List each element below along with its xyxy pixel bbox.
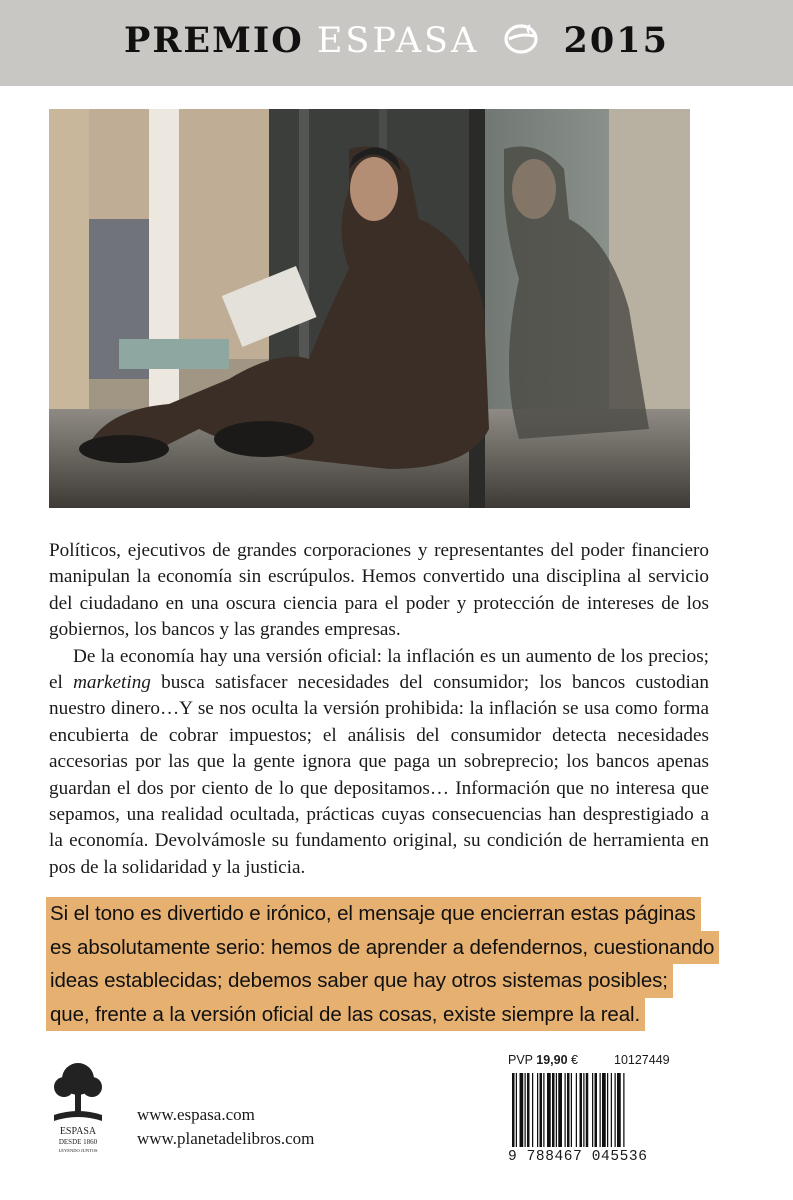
blurb-paragraph-1: Políticos, ejecutivos de grandes corporaciones y representantes del poder financiero manipulan la economía sin escrúpulos. Hemos convertido una disciplina al servicio del ciudadano en una oscura ciencia para el poder y protección de intereses de los gobiernos, los bancos y las grandes empresas. [49, 540, 709, 641]
barcode-bar [525, 1073, 526, 1147]
highlight-line: ideas establecidas; debemos saber que hay otros sistemas posibles; [46, 964, 673, 998]
espasa-e-icon [500, 21, 542, 64]
barcode-icon [508, 1073, 668, 1151]
barcode-bar [567, 1073, 570, 1147]
price-barcode-block [508, 1053, 674, 1166]
barcode-bar [617, 1073, 621, 1147]
barcode-bar [537, 1073, 538, 1147]
highlighted-quote [46, 897, 715, 1031]
barcode-bar [543, 1073, 544, 1147]
barcode-bar [547, 1073, 551, 1147]
logo-text: ESPASA [59, 1126, 97, 1137]
author-photo [49, 109, 690, 508]
espasa-tree-logo [42, 1057, 114, 1157]
blurb-p2-emphasis: marketing [73, 672, 151, 694]
barcode-bar [611, 1073, 612, 1147]
barcode-bar [571, 1073, 572, 1147]
planeta-url-link[interactable]: www.planetadelibros.com [137, 1129, 315, 1148]
barcode-bar [595, 1073, 598, 1147]
barcode-bar [540, 1073, 543, 1147]
barcode-bar [527, 1073, 530, 1147]
highlight-line: es absolutamente serio: hemos de aprender a defendernos, cuestionando [46, 931, 719, 965]
price-amount: 19,90 [536, 1053, 568, 1067]
blurb-paragraph-2 [49, 644, 709, 882]
espasa-word: ESPASA [316, 21, 480, 61]
barcode-bar [556, 1073, 557, 1147]
back-cover-blurb [49, 538, 709, 881]
price-label [508, 1053, 578, 1067]
barcode-bar [558, 1073, 562, 1147]
barcode-bar [592, 1073, 593, 1147]
barcode-bar [600, 1073, 601, 1147]
barcode-bar [512, 1073, 515, 1147]
barcode-bar [576, 1073, 577, 1147]
espasa-url-link[interactable]: www.espasa.com [137, 1105, 255, 1124]
highlight-line: que, frente a la versión oficial de las cosas, existe siempre la real. [46, 998, 645, 1032]
barcode-digits: 9 788467 045536 [508, 1149, 648, 1165]
barcode-bar [623, 1073, 624, 1147]
barcode-bar [586, 1073, 589, 1147]
barcode-bar [516, 1073, 517, 1147]
barcode-bar [580, 1073, 583, 1147]
logo-motto: LEYENDO JUNTOS [58, 1148, 98, 1153]
barcode-bar [583, 1073, 584, 1147]
premio-word: PREMIO [124, 20, 304, 61]
blurb-p2-text-a: De la economía hay una versión oficial: la inflación es un aumento de los precios; el [49, 645, 709, 694]
price-currency: € [571, 1053, 578, 1067]
publisher-urls [137, 1103, 314, 1151]
year: 2015 [563, 20, 669, 61]
pvp-text: PVP [508, 1053, 533, 1067]
barcode-bar [602, 1073, 606, 1147]
barcode-bar [552, 1073, 555, 1147]
barcode-bar [615, 1073, 616, 1147]
highlight-line: Si el tono es divertido e irónico, el mensaje que encierran estas páginas [46, 897, 701, 931]
blurb-p2-text-b: busca satisfacer necesidades del consumidor; los bancos custodian nuestro dinero…Y se nos oculta la versión prohibida: la inflación se usa como forma encubierta de cobrar impuestos; el análisis del consumidor detecta necesidades accesorias por las que la gente ignora que paga un sobreprecio; los bancos apenas guardan el dos por ciento de lo que depositamos… Información que no interesa que sepamos, una realidad ocultada, prácticas cuyas consecuencias han desprestigiado a la economía. Devolvámosle su fundamento original, su condición de herramienta en pos de la solidaridad y la justicia. [49, 672, 709, 878]
barcode-bar [607, 1073, 608, 1147]
barcode-bar [520, 1073, 524, 1147]
barcode-bar [565, 1073, 566, 1147]
header-title [0, 20, 793, 64]
header-band [0, 0, 793, 86]
logo-sub: DESDE 1860 [58, 1138, 98, 1146]
product-code: 10127449 [614, 1053, 670, 1067]
barcode-bar [532, 1073, 533, 1147]
